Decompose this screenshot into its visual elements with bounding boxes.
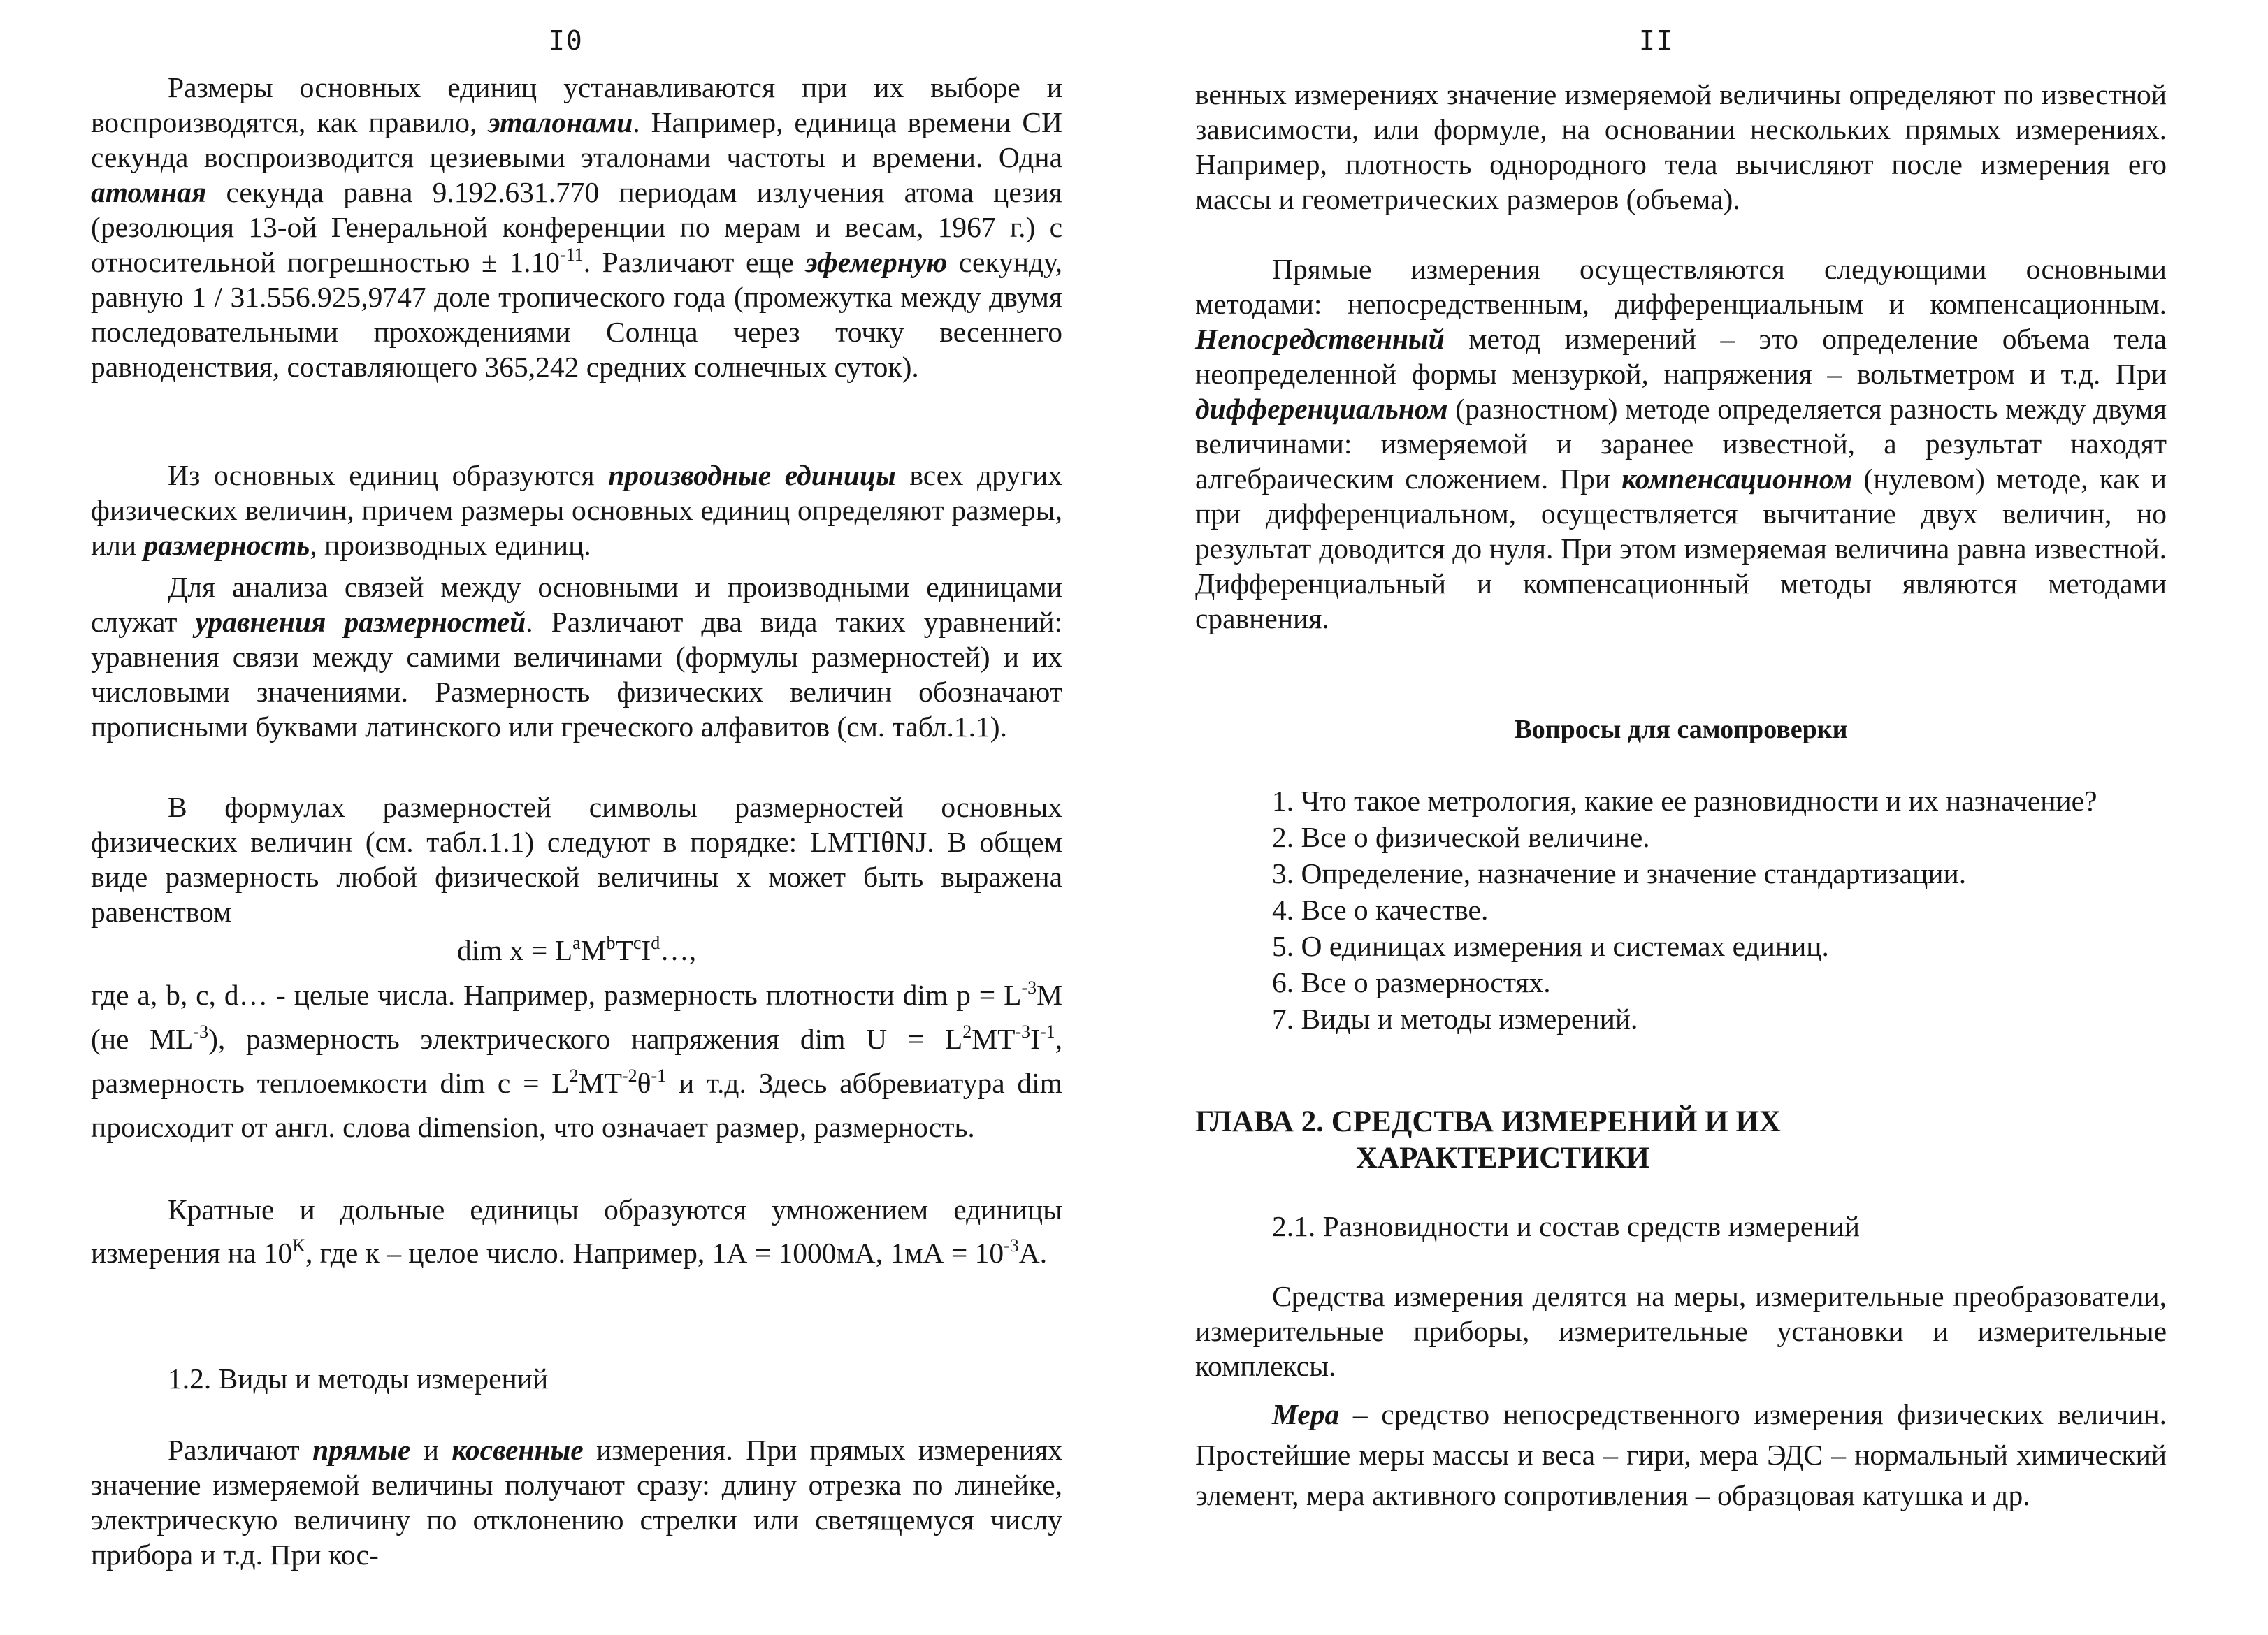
section-heading-1-2: 1.2. Виды и методы измерений [168,1362,549,1395]
paragraph-dimension-examples: где a, b, c, d… - целые числа. Например, размерность плотности dim $p = L^{-3}M$ (не $ML^{-3}$), размерность электрического напряжения dim $U = L^2MT^{-3}I^{-1}$, размерность теплоемкости dim $c = L^2MT^{-2}\theta^{-1}$ и т.д. Здесь аббревиатура dim происходит от англ. слова dimension, что означает размер, размерность. [91,978,1062,1143]
question-item: 7. Виды и методы измерений. [1272,1003,1638,1035]
question-item: 6. Все о размерностях. [1272,966,1551,998]
question-item: 4. Все о качестве. [1272,894,1489,926]
page-number: II [1639,25,1674,56]
chapter-heading: ГЛАВА 2. СРЕДСТВА ИЗМЕРЕНИЙ И ИХ ХАРАКТЕРИСТИКИ [1195,1105,1781,1175]
right-page [1195,0,2167,1635]
paragraph-multiples: Кратные и дольные единицы образуются умножением единицы измерения на $10^K$, где к – целое число. Например, 1А = 1000мА, $1мА = 10^{-3}А$. [91,1193,1062,1269]
paragraph-dimension-equations: Для анализа связей между основными и производными единицами служат уравнения размерностей. Различают два вида таких уравнений: уравнения связи между самими величинами (формулы размерностей) и их числовыми значениями. Размерность физических величин обозначают прописными буквами латинского или греческого алфавитов (см. табл.1.1). [91,571,1062,743]
section-heading-2-1: 2.1. Разновидности и состав средств измерений [1272,1210,1860,1242]
dimension-formula: dim $x = L^aM^bT^cI^d\dots$, [456,933,697,966]
question-item: 5. О единицах измерения и системах единиц. [1272,930,1829,962]
paragraph-measure: Мера – средство непосредственного измерения физических величин. Простейшие меры массы и веса – гири, мера ЭДС – нормальный химический элемент, мера активного сопротивления – образцовая катушка и др. [1195,1398,2167,1511]
paragraph-direct-indirect: Различают прямые и косвенные измерения. При прямых измерениях значение измеряемой величины получают сразу: длину отрезка по линейке, электрическую величину по отклонению стрелки или светящемуся числу прибора и т.д. При кос- [91,1434,1062,1571]
page-number: I0 [549,25,584,56]
paragraph-methods: Прямые измерения осуществляются следующими основными методами: непосредственным, дифференциальным и компенсационным. Непосредственный метод измерений – это определение объема тела неопределенной формы мензуркой, напряжения – вольтметром и т.д. При дифференциальном (разностном) методе определяется разность между двумя величинами: измеряемой и заранее известной, а результат находят алгебраическим сложением. При компенсационном (нулевом) методе, как и при дифференциальном, осуществляется вычитание двух величин, но результат доводится до нуля. При этом измеряемая величина равна известной. Дифференциальный и компенсационный методы являются методами сравнения. [1195,253,2167,634]
questions-list [1195,783,2167,1037]
questions-title: Вопросы для самопроверки [1514,715,1848,744]
paragraph-derived-units: Из основных единиц образуются производные единицы всех других физических величин, причем размеры основных единиц определяют размеры, или размерность, производных единиц. [91,459,1063,561]
paragraph-units: Размеры основных единиц устанавливаются при их выборе и воспроизводятся, как правило, эталонами. Например, единица времени СИ секунда воспроизводится цезиевыми эталонами частоты и времени. Одна атомная секунда равна 9.192.631.770 периодам излучения атома цезия (резолюция 13-ой Генеральной конференции по мерам и весам, 1967 г.) с относительной погрешностью ± $1.10^{-11}$. Различают еще эфемерную секунду, равную 1 / 31.556.925,9747 доле тропического года (промежутка между двумя последовательными прохождениями Солнца через точку весеннего равноденствия, составляющего 365,242 средних солнечных суток). [91,71,1062,383]
question-item: 1. Что такое метрология, какие ее разновидности и их назначение? [1272,785,2097,817]
question-item: 3. Определение, назначение и значение стандартизации. [1272,857,1967,889]
paragraph-means: Средства измерения делятся на меры, измерительные преобразователи, измерительные приборы, измерительные установки и измерительные комплексы. [1195,1280,2167,1382]
left-page [91,0,1062,1635]
question-item: 2. Все о физической величине. [1272,821,1650,853]
paragraph-indirect-continued: венных измерениях значение измеряемой величины определяют по известной зависимости, или формуле, на основании нескольких прямых измерениях. Например, плотность однородного тела вычисляют после измерения его массы и геометрических размеров (объема). [1195,78,2167,215]
paragraph-dimension-order: В формулах размерностей символы размерностей основных физических величин (см. табл.1.1) следуют в порядке: LMTIθNJ. В общем виде размерность любой физической величины x может быть выражена равенством [91,791,1062,928]
